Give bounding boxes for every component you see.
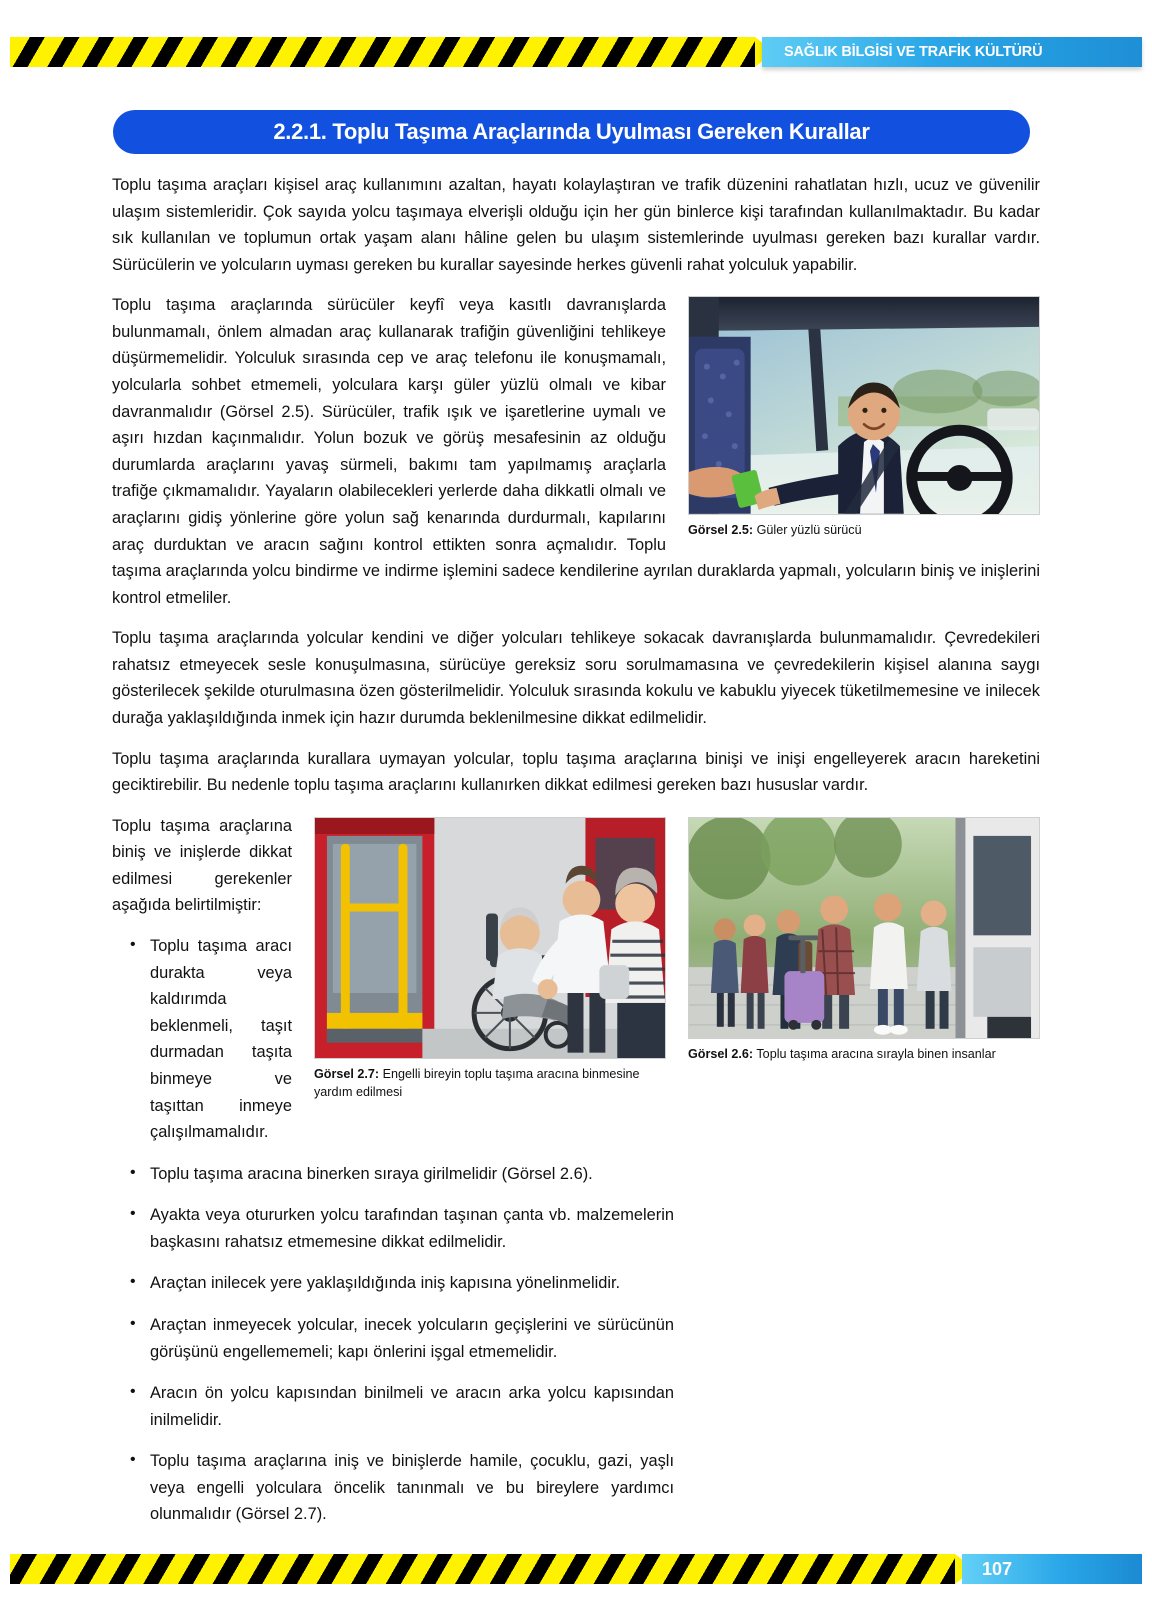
list-item: • Araçtan inilecek yere yaklaşıldığında iniş kapısına yönelinmelidir. [112, 1270, 674, 1297]
gorsel-2-6-image [688, 817, 1040, 1040]
section-title-banner [113, 110, 1030, 154]
list-item: • Toplu taşıma araçlarına iniş ve binişlerde hamile, çocuklu, gazi, yaşlı veya engelli yolculara öncelik tanınmalı ve bu bireylere yardımcı olunmalıdır (Görsel 2.7). [112, 1448, 674, 1528]
page-number-badge [962, 1554, 1142, 1584]
paragraph-4: Toplu taşıma araçlarında kurallara uymayan yolcular, toplu taşıma araçlarına binişi ve inişi engelleyerek aracın hareketini geciktirebilir. Bu nedenle toplu taşıma araçlarını kullanırken dikkat edilmesi gereken bazı hususlar vardır. [112, 749, 1040, 795]
list-item: • Toplu taşıma aracı durakta veya kaldırımda beklenmeli, taşıt durmadan taşıta binmeye ve taşıttan inmeye çalışılmamalıdır. [112, 933, 674, 1146]
gorsel-2-7-caption-text: Engelli bireyin toplu taşıma aracına binmesine yardım edilmesi [314, 1067, 640, 1099]
gorsel-2-6-label: Görsel 2.6: [688, 1047, 754, 1062]
gorsel-2-5-caption [688, 522, 1040, 539]
gorsel-2-5-caption-text: Güler yüzlü sürücü [756, 523, 862, 538]
paragraph-2: Toplu taşıma araçlarında sürücüler keyfî veya kasıtlı davranışlarda bulunmamalı, önlem almadan araç kullanarak trafiğin güvenliğini tehlikeye düşürmemelidir. Yolculuk sırasında cep ve araç telefonu ile konuşmamalı, yolcularla sohbet etmemeli, yolculara karşı güler yüzlü olmalı ve kibar davranmalıdır (Görsel 2.5). Sürücüler, trafik ışık ve işaretlerine uymalı ve aşırı hızdan kaçınmalıdır. Yolun bozuk ve görüş mesafesinin az olduğu durumlarda araçlarını yavaş sürmeli, bakımı tam yapılmamış araçlarla trafiğe çıkmamalıdır. Yayaların olabilecekleri yerlerde daha dikkatli olmalı ve araçlarını gidiş yönlerine göre yolun sağ kenarında durdurmalı, kapılarını araç durduktan ve aracın sağını kontrol ettikten sonra açmalıdır. Toplu taşıma araçlarında yolcu bindirme ve indirme işlemini sadece kendilerine ayrılan duraklarda yapmalı, yolcuların biniş ve inişlerini kontrol etmeliler. [112, 296, 1040, 607]
figure-gorsel-2-6 [688, 817, 1040, 1064]
gorsel-2-6-caption [688, 1046, 1040, 1063]
page-content [112, 172, 1040, 1543]
paragraph-5: Toplu taşıma araçlarına biniş ve inişlerde dikkat edilmesi gerekenler aşağıda belirtilmiştir: [112, 816, 292, 915]
list-item: • Araçtan inmeyecek yolcular, inecek yolcuların geçişlerini ve sürücünün görüşünü engellememeli; kapı önlerini işgal etmemelidir. [112, 1312, 674, 1365]
gorsel-2-6-caption-text: Toplu taşıma aracına sırayla binen insanlar [756, 1047, 996, 1062]
paragraph-1: Toplu taşıma araçları kişisel araç kullanımını azaltan, hayatı kolaylaştıran ve trafik düzenini rahatlatan hızlı, ucuz ve güvenilir ulaşım sistemleridir. Çok sayıda yolcu taşımaya elverişli olduğu için her gün binlerce kişi tarafından kullanılmaktadır. Bu kadar sık kullanılan ve toplumun ortak yaşam alanı hâline gelen bu ulaşım sistemlerinde uyulması gereken bazı kurallar vardır. Sürücülerin ve yolcuların uyması gereken bu kurallar sayesinde herkes güvenli rahat yolculuk yapabilir. [112, 176, 1040, 274]
hazard-stripe-bottom-decoration [10, 1554, 955, 1584]
figure-gorsel-2-5 [688, 296, 1040, 539]
running-header-banner [762, 37, 1142, 67]
gorsel-2-5-image [688, 296, 1040, 515]
list-item: • Aracın ön yolcu kapısından binilmeli ve aracın arka yolcu kapısından inilmelidir. [112, 1380, 674, 1433]
rules-bullet-list [112, 933, 674, 1528]
page-number-text: 107 [982, 1558, 1013, 1579]
gorsel-2-5-label: Görsel 2.5: [688, 523, 754, 538]
paragraph-3: Toplu taşıma araçlarında yolcular kendini ve diğer yolcuları tehlikeye sokacak davranışlarda bulunmamalıdır. Çevredekileri rahatsız etmeyecek sesle konuşulmasına, sürücüye gereksiz soru sorulmamasına ve çevredekilerin kişisel alanına saygı gösterilecek şekilde oturulmasına özen gösterilmelidir. Yolculuk sırasında kokulu ve kabuklu yiyecek tüketilmemesine ve inilecek durağa yaklaşıldığında inmek için hazır durumda beklenilmesine dikkat edilmelidir. [112, 629, 1040, 727]
hazard-stripe-top-decoration [10, 37, 755, 67]
list-item: • Toplu taşıma aracına binerken sıraya girilmelidir (Görsel 2.6). [112, 1161, 674, 1188]
page-title: 2.2.1. Toplu Taşıma Araçlarında Uyulması Gereken Kurallar [273, 119, 870, 144]
gorsel-2-7-label: Görsel 2.7: [314, 1067, 380, 1082]
running-header-text: SAĞLIK BİLGİSİ VE TRAFİK KÜLTÜRÜ [784, 44, 1043, 60]
list-item: • Ayakta veya otururken yolcu tarafından taşınan çanta vb. malzemelerin başkasını rahatsız etmemesine dikkat edilmelidir. [112, 1202, 674, 1255]
